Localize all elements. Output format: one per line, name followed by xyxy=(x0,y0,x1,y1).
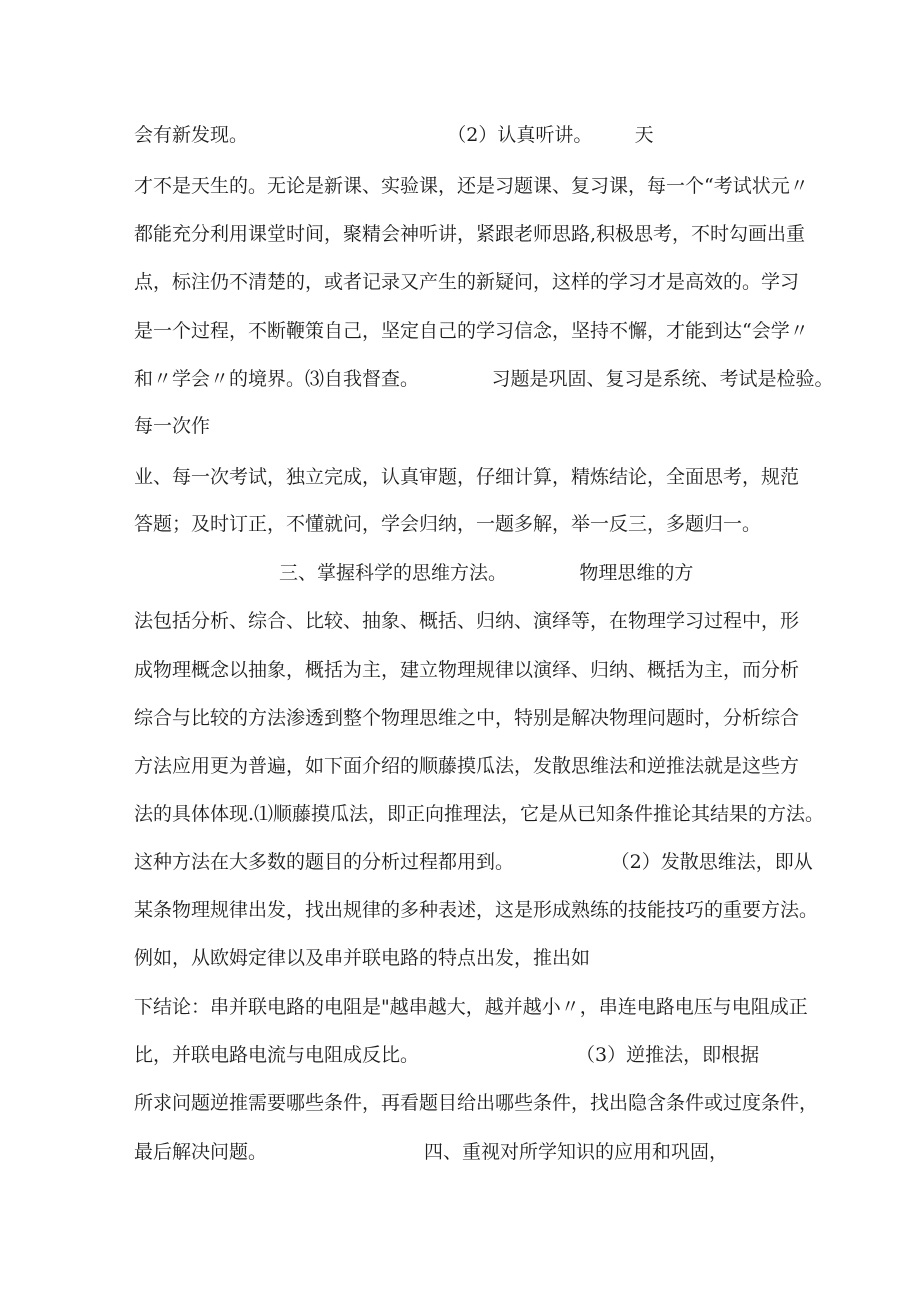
text-line: 和〃学会〃的境界。⑶自我督查。 习题是巩固、复习是系统、考试是检验。 xyxy=(134,368,834,390)
text-line: 才不是天生的。无论是新课、实验课，还是习题课、复习课，每一个“考试状元〃 xyxy=(134,175,809,197)
text-line: 是一个过程，不断鞭策自己，坚定自己的学习信念，坚持不懈，才能到达“会学〃 xyxy=(134,320,809,342)
text-line: 业、每一次考试，独立完成，认真审题，仔细计算，精炼结论，全面思考，规范 xyxy=(134,466,800,488)
text-line: 都能充分利用课堂时间，聚精会神听讲，紧跟老师思路,积极思考，不时勾画出重 xyxy=(134,223,806,245)
text-line: 成物理概念以抽象，概括为主，建立物理规律以演绎、归纳、概括为主，而分析 xyxy=(134,659,800,681)
text-line: 法的具体体现.⑴顺藤摸瓜法，即正向推理法，它是从已知条件推论其结果的方法。 xyxy=(134,803,825,825)
text-line: 下结论：串并联电路的电阻是"越串越大，越并越小〃，串连电路电压与电阻成正 xyxy=(134,996,808,1018)
text-line: 所求问题逆推需要哪些条件，再看题目给出哪些条件，找出隐含条件或过度条件， xyxy=(134,1092,819,1114)
text-line: 例如，从欧姆定律以及串并联电路的特点出发，推出如 xyxy=(134,947,591,969)
text-line: 某条物理规律出发，找出规律的多种表述，这是形成熟练的技能技巧的重要方法。 xyxy=(134,899,819,921)
text-line: 比，并联电路电流与电阻成反比。 （3）逆推法，即根据 xyxy=(134,1044,760,1066)
section-heading-line: 三、掌握科学的思维方法。 物理思维的方 xyxy=(134,562,694,584)
text-line: 方法应用更为普遍，如下面介绍的顺藤摸瓜法，发散思维法和逆推法就是这些方 xyxy=(134,755,800,777)
text-line: 点，标注仍不清楚的，或者记录又产生的新疑问，这样的学习才是高效的。学习 xyxy=(134,271,800,293)
section-heading-line: 最后解决问题。 四、重视对所学知识的应用和巩固， xyxy=(134,1141,729,1163)
text-line: 这种方法在大多数的题目的分析过程都用到。 （2）发散思维法，即从 xyxy=(134,851,813,873)
text-line: 每一次作 xyxy=(134,415,211,437)
text-line: 法包括分析、综合、比较、抽象、概括、归纳、演绎等，在物理学习过程中，形 xyxy=(134,610,800,632)
text-line: 综合与比较的方法渗透到整个物理思维之中，特别是解决物理问题时，分析综合 xyxy=(134,707,800,729)
text-line: 答题；及时订正，不懂就问，学会归纳，一题多解，举一反三，多题归一。 xyxy=(134,513,762,535)
text-line: 会有新发现。 （2）认真听讲。 天 xyxy=(134,124,654,146)
